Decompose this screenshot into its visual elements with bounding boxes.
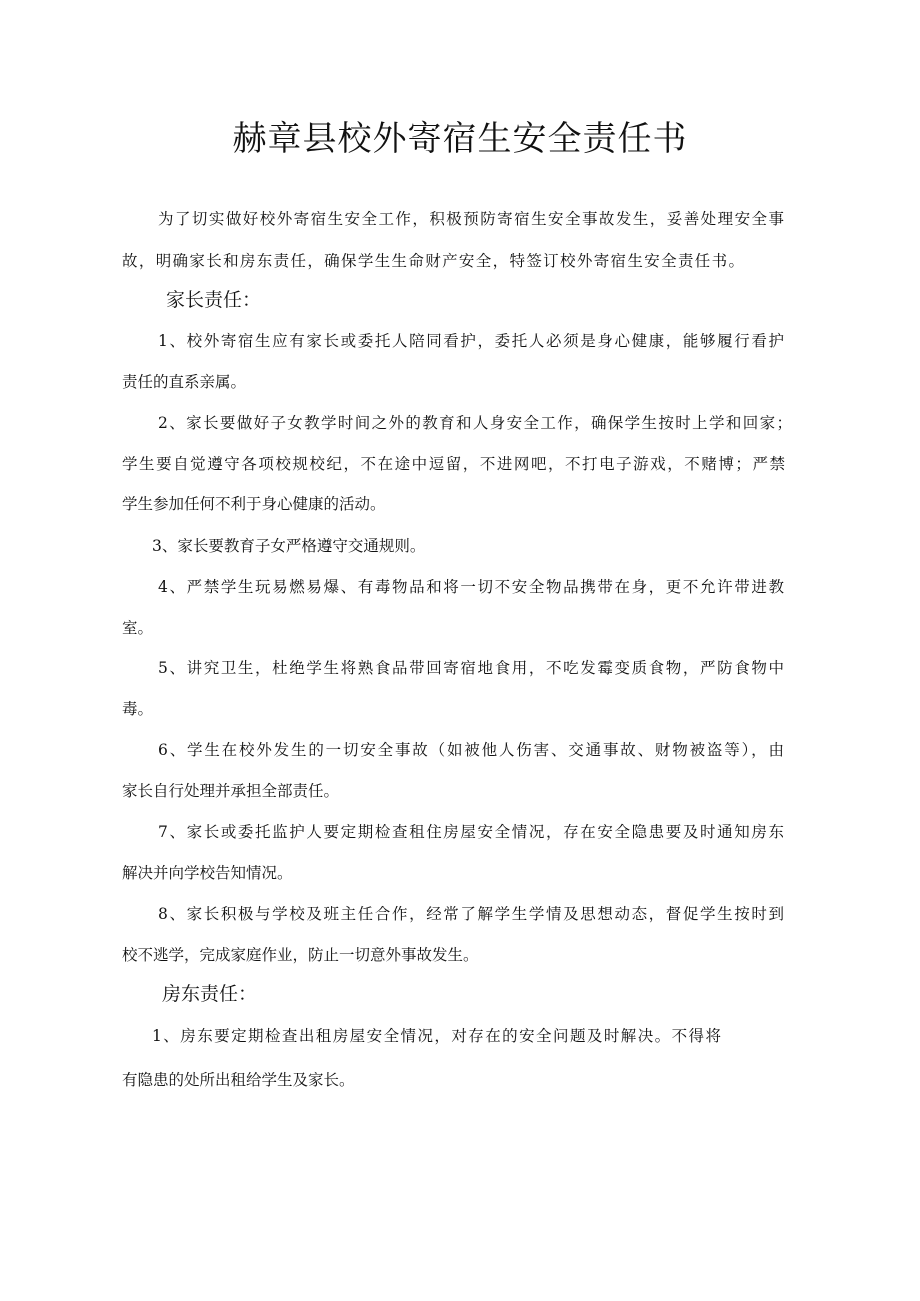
- parent-item-7-line-1: 7、家长或委托监护人要定期检查租住房屋安全情况，存在安全隐患要及时通知房东: [158, 823, 784, 841]
- parent-item-5-line-2: 毒。: [122, 700, 154, 718]
- parent-item-6-line-2: 家长自行处理并承担全部责任。: [122, 782, 340, 800]
- intro-line-2: 故，明确家长和房东责任，确保学生生命财产安全，特签订校外寄宿生安全责任书。: [122, 252, 744, 270]
- parent-item-8-line-1: 8、家长积极与学校及班主任合作，经常了解学生学情及思想动态，督促学生按时到: [158, 905, 784, 923]
- parent-item-2-line-2: 学生要自觉遵守各项校规校纪，不在途中逗留，不进网吧，不打电子游戏，不赌博；严禁: [122, 455, 785, 473]
- parent-item-1-line-2: 责任的直系亲属。: [122, 373, 247, 391]
- parent-item-2-line-1: 2、家长要做好子女教学时间之外的教育和人身安全工作，确保学生按时上学和回家；: [158, 414, 792, 432]
- landlord-item-1-line-2: 有隐患的处所出租给学生及家长。: [122, 1071, 355, 1089]
- parent-item-8-line-2: 校不逃学，完成家庭作业，防止一切意外事故发生。: [122, 946, 479, 964]
- parent-item-2-line-3: 学生参加任何不利于身心健康的活动。: [122, 495, 386, 513]
- intro-line-1: 为了切实做好校外寄宿生安全工作，积极预防寄宿生安全事故发生，妥善处理安全事: [158, 210, 784, 228]
- parent-item-1-line-1: 1、校外寄宿生应有家长或委托人陪同看护，委托人必须是身心健康，能够履行看护: [158, 332, 784, 350]
- parent-section-heading: 家长责任：: [166, 289, 262, 311]
- document-title: 赫章县校外寄宿生安全责任书: [232, 119, 688, 159]
- landlord-section-heading: 房东责任：: [162, 983, 258, 1005]
- parent-item-6-line-1: 6、学生在校外发生的一切安全事故（如被他人伤害、交通事故、财物被盗等），由: [158, 741, 784, 759]
- parent-item-7-line-2: 解决并向学校告知情况。: [122, 864, 293, 882]
- parent-item-4-line-2: 室。: [122, 619, 154, 637]
- parent-item-3-line-1: 3、家长要教育子女严格遵守交通规则。: [152, 537, 426, 555]
- parent-item-5-line-1: 5、讲究卫生，杜绝学生将熟食品带回寄宿地食用，不吃发霉变质食物，严防食物中: [158, 659, 784, 677]
- landlord-item-1-line-1: 1、房东要定期检查出租房屋安全情况，对存在的安全问题及时解决。不得将: [152, 1027, 721, 1045]
- parent-item-4-line-1: 4、严禁学生玩易燃易爆、有毒物品和将一切不安全物品携带在身，更不允许带进教: [158, 578, 784, 596]
